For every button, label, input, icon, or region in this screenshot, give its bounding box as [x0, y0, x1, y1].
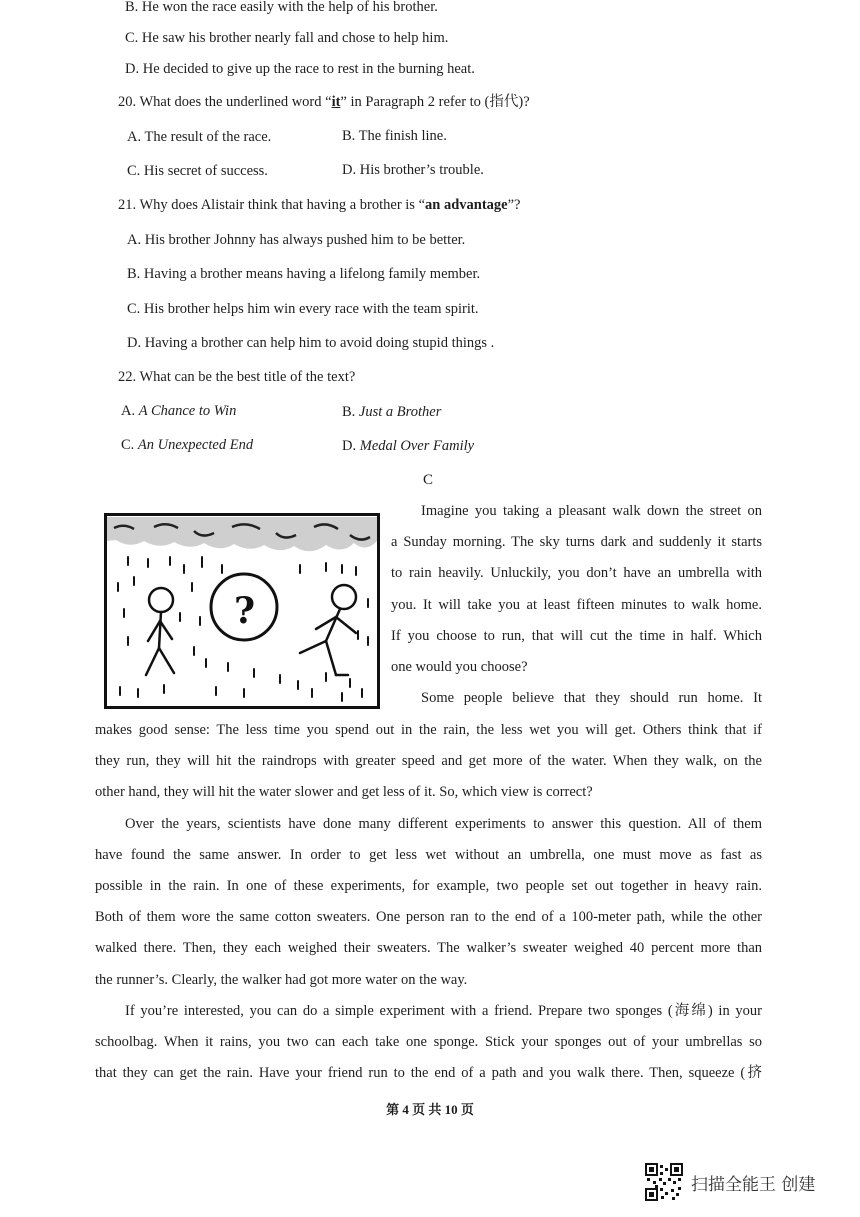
- passage-line: Some people believe that they should run home. It: [421, 690, 762, 707]
- passage-line: schoolbag. When it rains, you two can each take one sponge. Stick your sponges out of your umbrellas so: [95, 1034, 762, 1051]
- svg-text:?: ?: [234, 590, 256, 632]
- passage-line: Both of them wore the same cotton sweaters. One person ran to the end of a 100-meter path, while the other: [95, 909, 762, 926]
- q19-option-c: C. He saw his brother nearly fall and chose to help him.: [125, 30, 449, 46]
- page-footer: 第 4 页 共 10 页: [386, 1102, 474, 1117]
- q22-option-a: A. A Chance to Win: [121, 403, 237, 419]
- watermark-text: 扫描全能王 创建: [691, 1174, 816, 1195]
- passage-line: makes good sense: The less time you spend out in the rain, the less wet you will get. Others think that if: [95, 722, 762, 738]
- q21-option-a: A. His brother Johnny has always pushed him to be better.: [127, 232, 466, 248]
- q22-option-b: B. Just a Brother: [342, 404, 442, 420]
- q20-option-d: D. His brother’s trouble.: [342, 162, 484, 178]
- q21-option-b: B. Having a brother means having a lifelong family member.: [127, 266, 481, 282]
- q20-option-a: A. The result of the race.: [127, 129, 272, 145]
- passage-line: Over the years, scientists have done many different experiments to answer this question. All of them: [125, 815, 762, 832]
- q22-option-c: C. An Unexpected End: [121, 437, 254, 453]
- passage-line: one would you choose?: [391, 659, 528, 676]
- passage-line: that they can get the rain. Have your friend run to the end of a path and you walk there. Then, squeeze (挤: [95, 1065, 762, 1082]
- q19-option-b: B. He won the race easily with the help of his brother.: [125, 0, 438, 15]
- q21-option-d: D. Having a brother can help him to avoid doing stupid things .: [127, 335, 495, 351]
- q22-option-d: D. Medal Over Family: [342, 438, 475, 454]
- passage-side-text: [391, 496, 762, 714]
- passage-line: If you’re interested, you can do a simple experiment with a friend. Prepare two sponges (海绵) in your: [125, 1002, 762, 1019]
- passage-line: the runner’s. Clearly, the walker had got more water on the way.: [95, 971, 468, 988]
- passage-line: they run, they will hit the raindrops with greater speed and get more of the water. When they walk, on the: [95, 753, 762, 770]
- passage-line: other hand, they will hit the water slower and get less of it. So, which view is correct?: [95, 784, 593, 801]
- rain-illustration: [104, 513, 380, 709]
- passage-line: you. It will take you at least fifteen minutes to walk home.: [391, 596, 762, 613]
- passage-line: a Sunday morning. The sky turns dark and suddenly it starts: [391, 534, 762, 551]
- passage-line: If you choose to run, that will cut the time in half. Which: [391, 627, 762, 644]
- section-heading: C: [423, 472, 434, 488]
- q20-option-c: C. His secret of success.: [127, 163, 268, 179]
- scanner-watermark: [645, 1163, 815, 1201]
- passage-line: walked there. Then, they each weighed their sweaters. The walker’s sweater weighed 40 percent more than: [95, 940, 762, 957]
- q21-stem: 21. Why does Alistair think that having a brother is “an advantage”?: [118, 197, 521, 213]
- q22-stem: 22. What can be the best title of the text?: [118, 369, 356, 385]
- q19-option-d: D. He decided to give up the race to rest in the burning heat.: [125, 61, 475, 77]
- passage-full-text: [95, 715, 762, 1089]
- passage-line: have found the same answer. In order to get less wet without an umbrella, one must move as fast as: [95, 846, 762, 863]
- passage-line: possible in the rain. In one of these experiments, for example, two people set out together in heavy rain.: [95, 878, 762, 895]
- passage-line: to rain heavily. Unluckily, you don’t have an umbrella with: [391, 565, 762, 582]
- passage-line: Imagine you taking a pleasant walk down the street on: [421, 503, 762, 519]
- q21-option-c: C. His brother helps him win every race with the team spirit.: [127, 301, 479, 317]
- qr-code-icon: [645, 1163, 683, 1201]
- q20-option-b: B. The finish line.: [342, 128, 447, 144]
- q20-stem: 20. What does the underlined word “it” in Paragraph 2 refer to (指代)?: [118, 94, 530, 110]
